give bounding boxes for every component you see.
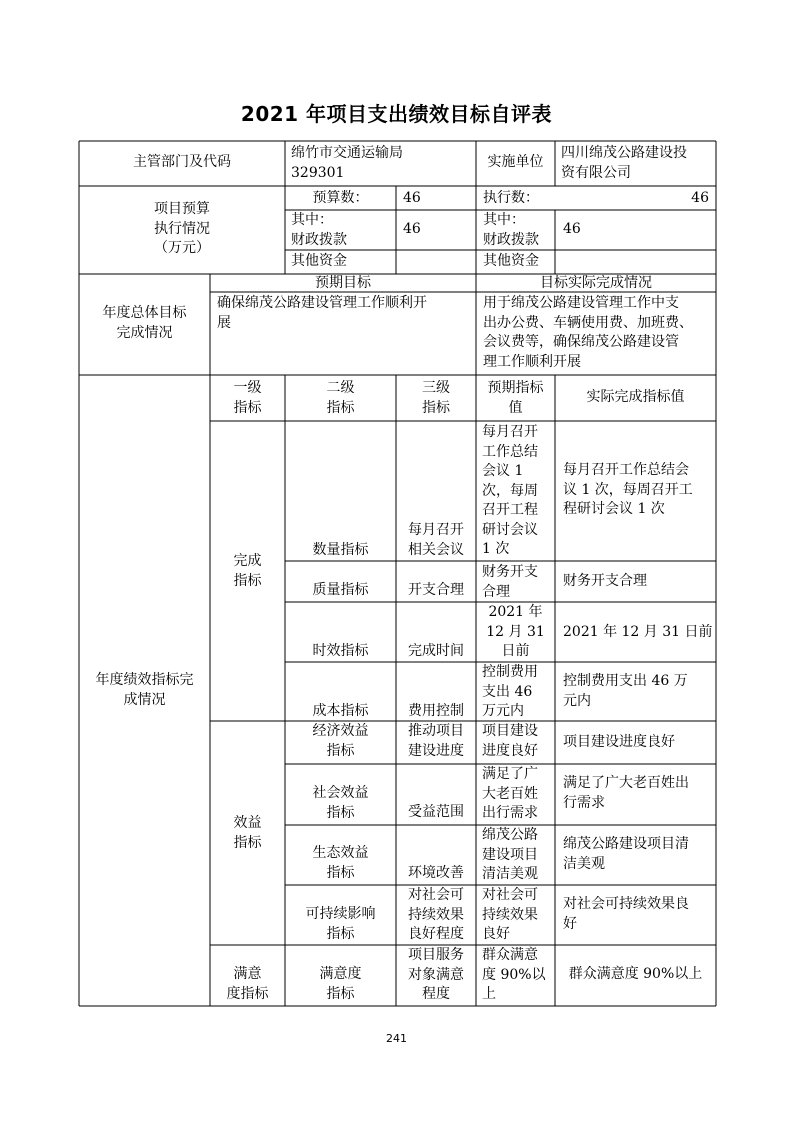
- group-satisfaction: 满意 度指标: [226, 966, 269, 1002]
- table-row-l2: 数量指标: [312, 542, 369, 558]
- table-row-actual: 财务开支合理: [563, 573, 647, 589]
- table-row-l2: 成本指标: [312, 703, 369, 719]
- table-row-l2: 经济效益 指标: [312, 723, 369, 759]
- other-funds-label: 其他资金: [291, 253, 347, 269]
- table-row-l3: 环境改善: [408, 865, 464, 881]
- table-row-actual: 群众满意度 90%以上: [568, 966, 703, 982]
- budget-section-label: 项目预算 执行情况 （万元）: [154, 201, 210, 256]
- table-row-expected: 2021 年 12 月 31 日前: [486, 604, 545, 659]
- table-row-actual: 项目建设进度良好: [563, 734, 675, 750]
- col-header-expected: 预期指标 值: [487, 380, 544, 416]
- dept-value: 绵竹市交通运输局 329301: [291, 145, 403, 181]
- col-header-actual: 实际完成指标值: [586, 389, 685, 405]
- table-row-l3: 开支合理: [408, 582, 464, 598]
- table-row-l2: 可持续影响 指标: [305, 906, 376, 942]
- table-row-l2: 质量指标: [312, 582, 369, 598]
- fiscal-label-budget: 其中： 财政拨款: [291, 212, 347, 248]
- impl-label: 实施单位: [487, 154, 544, 170]
- expected-goal-header: 预期目标: [315, 275, 371, 291]
- table-row-expected: 财务开支 合理: [482, 564, 538, 600]
- table-row-l2: 社会效益 指标: [312, 785, 369, 821]
- actual-goal-header: 目标实际完成情况: [540, 275, 652, 291]
- table-row-actual: 对社会可持续效果良 好: [563, 896, 689, 932]
- dept-label: 主管部门及代码: [133, 154, 231, 170]
- table-row-expected: 每月召开 工作总结 会议 1 次，每周 召开工程 研讨会议 1 次: [482, 424, 538, 557]
- page-title: 2021 年项目支出绩效目标自评表: [240, 102, 553, 126]
- table-row-l3: 完成时间: [408, 643, 464, 659]
- exec-amount-label: 执行数：: [483, 190, 539, 206]
- table-row-l3: 对社会可 持续效果 良好程度: [408, 887, 464, 942]
- table-row-l2: 时效指标: [312, 643, 369, 659]
- table-row-expected: 控制费用 支出 46 万元内: [482, 664, 538, 719]
- impl-value: 四川绵茂公路建设投 资有限公司: [561, 145, 687, 181]
- overall-goals-label: 年度总体目标 完成情况: [102, 305, 187, 341]
- table-row-actual: 绵茂公路建设项目清 洁美观: [563, 836, 689, 872]
- group-completion: 完成 指标: [233, 553, 262, 589]
- table-row-expected: 群众满意 度 90%以 上: [482, 947, 546, 1002]
- actual-goal-text: 用于绵茂公路建设管理工作中支 出办公费、车辆使用费、加班费、 会议费等，确保绵茂公路建设管 理工作顺利开展: [483, 295, 693, 370]
- table-row-actual: 2021 年 12 月 31 日前: [563, 624, 713, 640]
- col-header-level3: 三级 指标: [422, 380, 450, 416]
- table-row-expected: 绵茂公路 建设项目 清洁美观: [482, 827, 538, 882]
- table-row-l3: 费用控制: [408, 703, 464, 719]
- other-funds-label-exec: 其他资金: [483, 253, 539, 269]
- indicators-section-label: 年度绩效指标完 成情况: [95, 672, 194, 708]
- table-row-expected: 对社会可 持续效果 良好: [482, 887, 538, 942]
- table-row-expected: 项目建设 进度良好: [482, 723, 538, 759]
- table-row-l2: 满意度 指标: [319, 966, 362, 1002]
- table-row-l3: 每月召开 相关会议: [408, 522, 464, 558]
- expected-goal-text: 确保绵茂公路建设管理工作顺利开 展: [217, 295, 427, 331]
- table-row-l3: 推动项目 建设进度: [408, 723, 464, 759]
- fiscal-exec-value: 46: [563, 221, 581, 237]
- table-row-l3: 项目服务 对象满意 程度: [408, 947, 464, 1002]
- budget-amount-value: 46: [403, 190, 421, 206]
- fiscal-label-exec: 其中： 财政拨款: [483, 212, 539, 248]
- table-row-l2: 生态效益 指标: [312, 845, 369, 881]
- table-row-l3: 受益范围: [408, 804, 464, 820]
- table-row-expected: 满足了广 大老百姓 出行需求: [482, 766, 538, 821]
- page-number: 241: [386, 1032, 407, 1045]
- budget-amount-label: 预算数：: [312, 190, 369, 206]
- col-header-level1: 一级 指标: [233, 380, 262, 416]
- col-header-level2: 二级 指标: [326, 380, 355, 416]
- fiscal-budget-value: 46: [403, 221, 421, 237]
- group-benefit: 效益 指标: [233, 815, 262, 851]
- exec-amount-value: 46: [691, 190, 709, 206]
- table-row-actual: 每月召开工作总结会 议 1 次，每周召开工 程研讨会议 1 次: [563, 462, 693, 517]
- table-row-actual: 控制费用支出 46 万 元内: [563, 673, 688, 709]
- table-row-actual: 满足了广大老百姓出 行需求: [563, 775, 689, 811]
